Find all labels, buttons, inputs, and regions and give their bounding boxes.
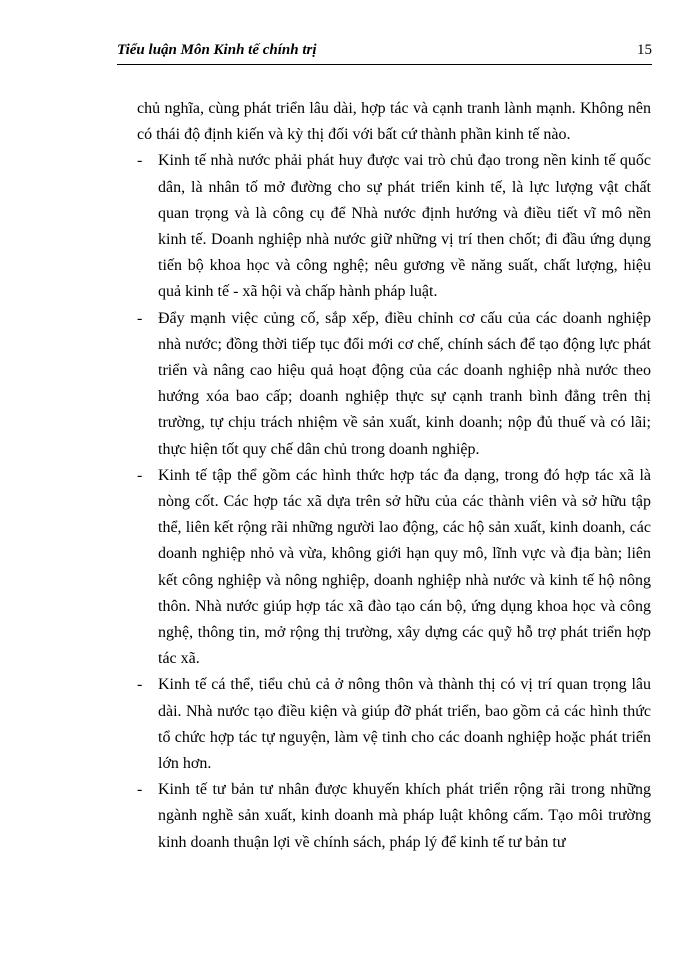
bullet-item-private-capitalist-economy — [137, 777, 651, 856]
lead-paragraph: chủ nghĩa, cùng phát triển lâu dài, hợp tác và cạnh tranh lành mạnh. Không nên có thái độ định kiến và kỳ thị đối với bất cứ thành phần kinh tế nào. — [137, 100, 651, 144]
bullet-dash: - — [137, 152, 143, 170]
bullet-text: Kinh tế tư bản tư nhân được khuyến khích phát triển rộng rãi trong những ngành nghề sản xuất, kinh doanh mà pháp luật không cấm. Tạo môi trường kinh doanh thuận lợi về chính sách, pháp lý để kinh tế tư bản tư — [158, 781, 651, 851]
page-header — [117, 38, 652, 65]
bullet-item-state-enterprise-reform — [137, 306, 651, 463]
bullet-item-state-economy — [137, 148, 651, 305]
document-body — [137, 96, 651, 856]
header-title: Tiểu luận Môn Kinh tế chính trị — [117, 42, 317, 58]
bullet-dash: - — [137, 309, 143, 327]
bullet-text: Kinh tế cá thể, tiểu chủ cả ở nông thôn và thành thị có vị trí quan trọng lâu dài. Nhà nước tạo điều kiện và giúp đỡ phát triển, bao gồm cả các hình thức tổ chức hợp tác tự nguyện, làm vệ tinh cho các doanh nghiệp hoặc phát triển lớn hơn. — [158, 676, 651, 773]
bullet-list — [137, 148, 651, 855]
bullet-text: Đẩy mạnh việc củng cố, sắp xếp, điều chỉnh cơ cấu của các doanh nghiệp nhà nước; đồng thời tiếp tục đổi mới cơ chế, chính sách để tạo động lực phát triển và nâng cao hiệu quả hoạt động của các doanh nghiệp nhà nước theo hướng xóa bao cấp; doanh nghiệp thực sự cạnh tranh bình đẳng trên thị trường, tự chịu trách nhiệm về sản xuất, kinh doanh; nộp đủ thuế và có lãi; thực hiện tốt quy chế dân chủ trong doanh nghiệp. — [158, 309, 651, 458]
bullet-dash: - — [137, 466, 143, 484]
page-number: 15 — [637, 42, 652, 58]
bullet-text: Kinh tế tập thể gồm các hình thức hợp tác đa dạng, trong đó hợp tác xã là nòng cốt. Các hợp tác xã dựa trên sở hữu của các thành viên và sở hữu tập thể, liên kết rộng rãi những người lao động, các hộ sản xuất, kinh doanh, các doanh nghiệp nhỏ và vừa, không giới hạn quy mô, lĩnh vực và địa bàn; liên kết công nghiệp và nông nghiệp, doanh nghiệp nhà nước và kinh tế hộ nông thôn. Nhà nước giúp hợp tác xã đào tạo cán bộ, ứng dụng khoa học và công nghệ, thông tin, mở rộng thị trường, xây dựng các quỹ hỗ trợ phát triển hợp tác xã. — [158, 466, 651, 668]
bullet-dash: - — [137, 676, 143, 694]
bullet-dash: - — [137, 781, 143, 799]
bullet-item-collective-economy — [137, 463, 651, 673]
bullet-text: Kinh tế nhà nước phải phát huy được vai trò chủ đạo trong nền kinh tế quốc dân, là nhân tố mở đường cho sự phát triển kinh tế, là lực lượng vật chất quan trọng và là công cụ để Nhà nước định hướng và điều tiết vĩ mô nền kinh tế. Doanh nghiệp nhà nước giữ những vị trí then chốt; đi đầu ứng dụng tiến bộ khoa học và công nghệ; nêu gương về năng suất, chất lượng, hiệu quả kinh tế - xã hội và chấp hành pháp luật. — [158, 152, 651, 301]
bullet-item-individual-economy — [137, 672, 651, 777]
